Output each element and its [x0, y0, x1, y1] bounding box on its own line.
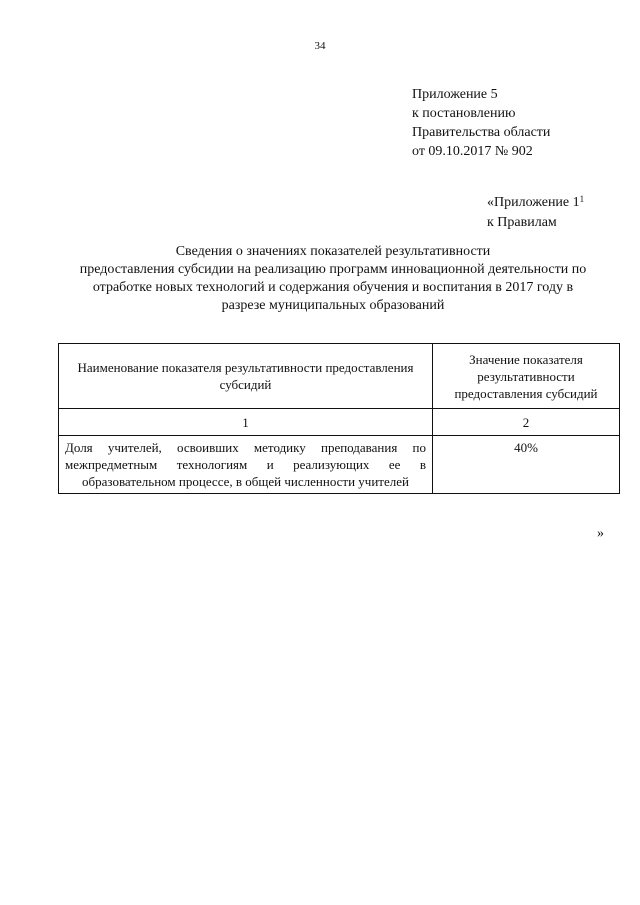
appendix-ref-line-1: [487, 193, 584, 213]
appendix-ref-superscript: 1: [579, 194, 585, 204]
header-indicator-value: Значение показателя результативности предоставления субсидий: [433, 344, 620, 409]
table-column-numbers-row: [59, 409, 620, 436]
appendix-line: Приложение 5: [412, 87, 498, 102]
title-line: Сведения о значениях показателей результативности: [175, 244, 491, 259]
page-number: 34: [314, 40, 326, 52]
appendix-line: от 09.10.2017 № 902: [412, 144, 533, 159]
table-header-row: [59, 344, 620, 409]
appendix-ref-text: «Приложение 1: [487, 195, 580, 210]
indicator-name-cell: Доля учителей, освоивших методику преподавания по межпредметным технологиям и реализующих ее в образовательном процессе, в общей численности учителей: [59, 436, 433, 494]
column-number: 2: [433, 409, 620, 436]
indicators-table: [58, 343, 620, 494]
appendix-reference: [487, 193, 584, 232]
appendix-line: Правительства области: [412, 125, 551, 140]
header-indicator-name: Наименование показателя результативности предоставления субсидий: [59, 344, 433, 409]
appendix-line: к постановлению: [412, 106, 516, 121]
title-line: предоставления субсидии на реализацию программ инновационной деятельности по: [79, 262, 587, 277]
closing-quote: »: [597, 526, 604, 541]
appendix-ref-line-2: к Правилам: [487, 215, 557, 230]
indicator-value-cell: 40%: [433, 436, 620, 494]
title-line: отработке новых технологий и содержания обучения и воспитания в 2017 году в: [92, 280, 574, 295]
title-line: разрезе муниципальных образований: [221, 298, 445, 313]
table-row: [59, 436, 620, 494]
document-title: [40, 243, 626, 315]
column-number: 1: [59, 409, 433, 436]
appendix-block: [412, 85, 550, 161]
